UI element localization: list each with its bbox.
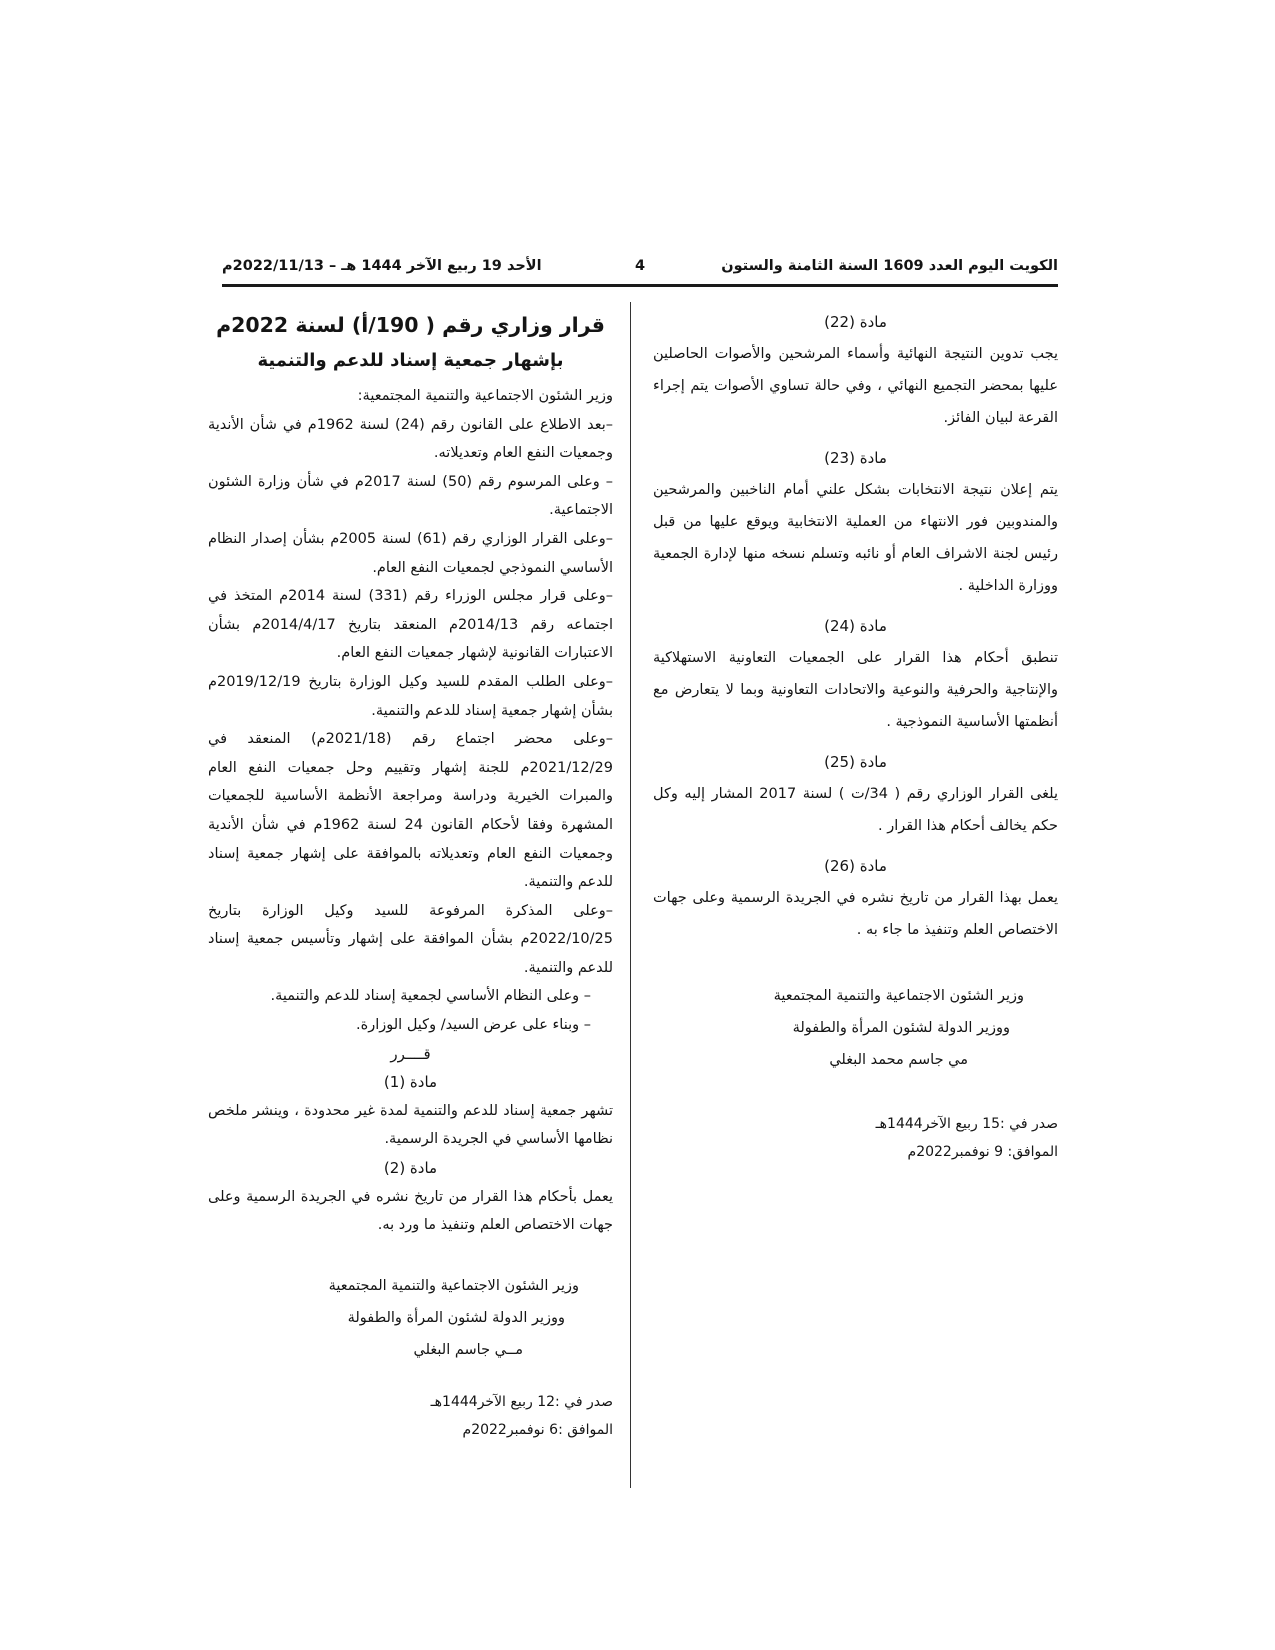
article-25	[653, 746, 1058, 842]
article-text: تشهر جمعية إسناد للدعم والتنمية لمدة غير محدودة ، وينشر ملخص نظامها الأساسي في الجريدة الرسمية.	[208, 1102, 613, 1148]
decision-subtitle: بإشهار جمعية إسناد للدعم والتنمية	[257, 350, 564, 371]
issued-date: صدر في :15 ربيع الآخر1444هـ	[875, 1116, 1058, 1132]
article-text: يعمل بأحكام هذا القرار من تاريخ نشره في الجريدة الرسمية وعلى جهات الاختصاص العلم وتنفيذ ما ورد به.	[208, 1188, 613, 1234]
article-text: يلغى القرار الوزاري رقم ( 34/ت ) لسنة 2017 المشار إليه وكل حكم يخالف أحكام هذا القرار .	[653, 786, 1058, 834]
article-26	[653, 850, 1058, 946]
preamble-item: – وعلى المرسوم رقم (50) لسنة 2017م في شأن وزارة الشئون الاجتماعية.	[208, 473, 613, 519]
article-number: مادة (1)	[383, 1073, 438, 1092]
corresponding-date: الموافق :6 نوفمبر2022م	[462, 1421, 613, 1438]
preamble-item: –وعلى قرار مجلس الوزراء رقم (331) لسنة 2014م المتخذ في اجتماعه رقم 2014/13م المنعقد بتاريخ 2014/4/17م بشأن الاعتبارات القانونية لإشهار جمعيات النفع العام.	[208, 588, 613, 662]
left-column	[208, 306, 613, 1444]
signature-name: مــي جاسم البغلي	[413, 1341, 523, 1358]
article-number: مادة (24)	[824, 617, 887, 635]
header-date: الأحد 19 ربيع الآخر 1444 هـ – 2022/11/13م	[222, 258, 542, 274]
preamble-item: –وعلى محضر اجتماع رقم (2021/18م) المنعقد في 2021/12/29م للجنة إشهار وتقييم وحل جمعيات النفع العام والمبرات الخيرية ودراسة ومراجعة الأنظمة الأساسية للجمعيات المشهرة وفقا لأحكام القانون 24 لسنة 1962م في شأن الأندية وجمعيات النفع العام وتعديلاته بالموافقة على إشهار جمعية إسناد للدعم والتنمية.	[208, 731, 613, 891]
preamble	[208, 382, 613, 1040]
preamble-item: –بعد الاطلاع على القانون رقم (24) لسنة 1962م في شأن الأندية وجمعيات النفع العام وتعديلاته.	[208, 416, 613, 462]
article-number: مادة (22)	[824, 313, 887, 331]
article-1	[208, 1068, 613, 1154]
article-text: يعمل بهذا القرار من تاريخ نشره في الجريدة الرسمية وعلى جهات الاختصاص العلم وتنفيذ ما جاء به .	[653, 890, 1058, 938]
article-24	[653, 610, 1058, 738]
issue-dates	[653, 1110, 1058, 1166]
article-text: تنطبق أحكام هذا القرار على الجمعيات التعاونية الاستهلاكية والإنتاجية والحرفية والنوعية والاتحادات التعاونية وبما لا يتعارض مع أنظمتها الأساسية النموذجية .	[653, 650, 1058, 730]
preamble-item: –وعلى المذكرة المرفوعة للسيد وكيل الوزارة بتاريخ 2022/10/25م بشأن الموافقة على إشهار وتأسيس جمعية إسناد للدعم والتنمية.	[208, 902, 613, 976]
corresponding-date: الموافق: 9 نوفمبر2022م	[907, 1144, 1058, 1160]
header-publication: الكويت اليوم العدد 1609 السنة الثامنة والستون	[721, 258, 1058, 274]
preamble-item: –وعلى الطلب المقدم للسيد وكيل الوزارة بتاريخ 2019/12/19م بشأن إشهار جمعية إسناد للدعم والتنمية.	[208, 673, 613, 719]
preamble-item: وزير الشئون الاجتماعية والتنمية المجتمعية:	[357, 388, 613, 404]
column-divider	[630, 302, 631, 1488]
signature-block	[208, 1270, 613, 1366]
decided-heading: قــــرر	[390, 1044, 431, 1063]
article-23	[653, 442, 1058, 602]
preamble-item: – وبناء على عرض السيد/ وكيل الوزارة.	[356, 1017, 591, 1034]
issue-dates	[208, 1388, 613, 1444]
signature-block	[653, 980, 1058, 1076]
article-text: يجب تدوين النتيجة النهائية وأسماء المرشحين والأصوات الحاصلين عليها بمحضر التجميع النهائي ، وفي حالة تساوي الأصوات يتم إجراء القرعة لبيان الفائز.	[653, 346, 1058, 426]
right-column	[653, 306, 1058, 1166]
preamble-item: – وعلى النظام الأساسي لجمعية إسناد للدعم والتنمية.	[270, 988, 591, 1005]
signature-title: وزير الشئون الاجتماعية والتنمية المجتمعية	[328, 1277, 579, 1294]
header-page-number: 4	[634, 258, 646, 274]
article-2	[208, 1154, 613, 1240]
signature-title-2: ووزير الدولة لشئون المرأة والطفولة	[792, 1020, 1010, 1036]
article-number: مادة (23)	[824, 449, 887, 467]
signature-title: وزير الشئون الاجتماعية والتنمية المجتمعية	[773, 988, 1024, 1004]
article-number: مادة (26)	[824, 857, 887, 875]
article-number: مادة (25)	[824, 753, 887, 771]
signature-name: مي جاسم محمد البغلي	[829, 1052, 968, 1068]
article-22	[653, 306, 1058, 434]
issued-date: صدر في :12 ربيع الآخر1444هـ	[430, 1393, 613, 1410]
header-rule	[222, 284, 1058, 287]
decision-title: قرار وزاري رقم ( 190/أ) لسنة 2022م	[216, 313, 605, 337]
preamble-item: –وعلى القرار الوزاري رقم (61) لسنة 2005م بشأن إصدار النظام الأساسي النموذجي لجمعيات النفع العام.	[208, 530, 613, 576]
article-number: مادة (2)	[383, 1159, 438, 1178]
signature-title-2: ووزير الدولة لشئون المرأة والطفولة	[347, 1309, 565, 1326]
article-text: يتم إعلان نتيجة الانتخابات بشكل علني أمام الناخبين والمرشحين والمندوبين فور الانتهاء من العملية الانتخابية ويوقع عليها من قبل رئيس لجنة الاشراف العام أو نائبه وتسلم نسخه منها لإدارة الجمعية ووزارة الداخلية .	[653, 482, 1058, 594]
page-header	[222, 258, 1058, 282]
